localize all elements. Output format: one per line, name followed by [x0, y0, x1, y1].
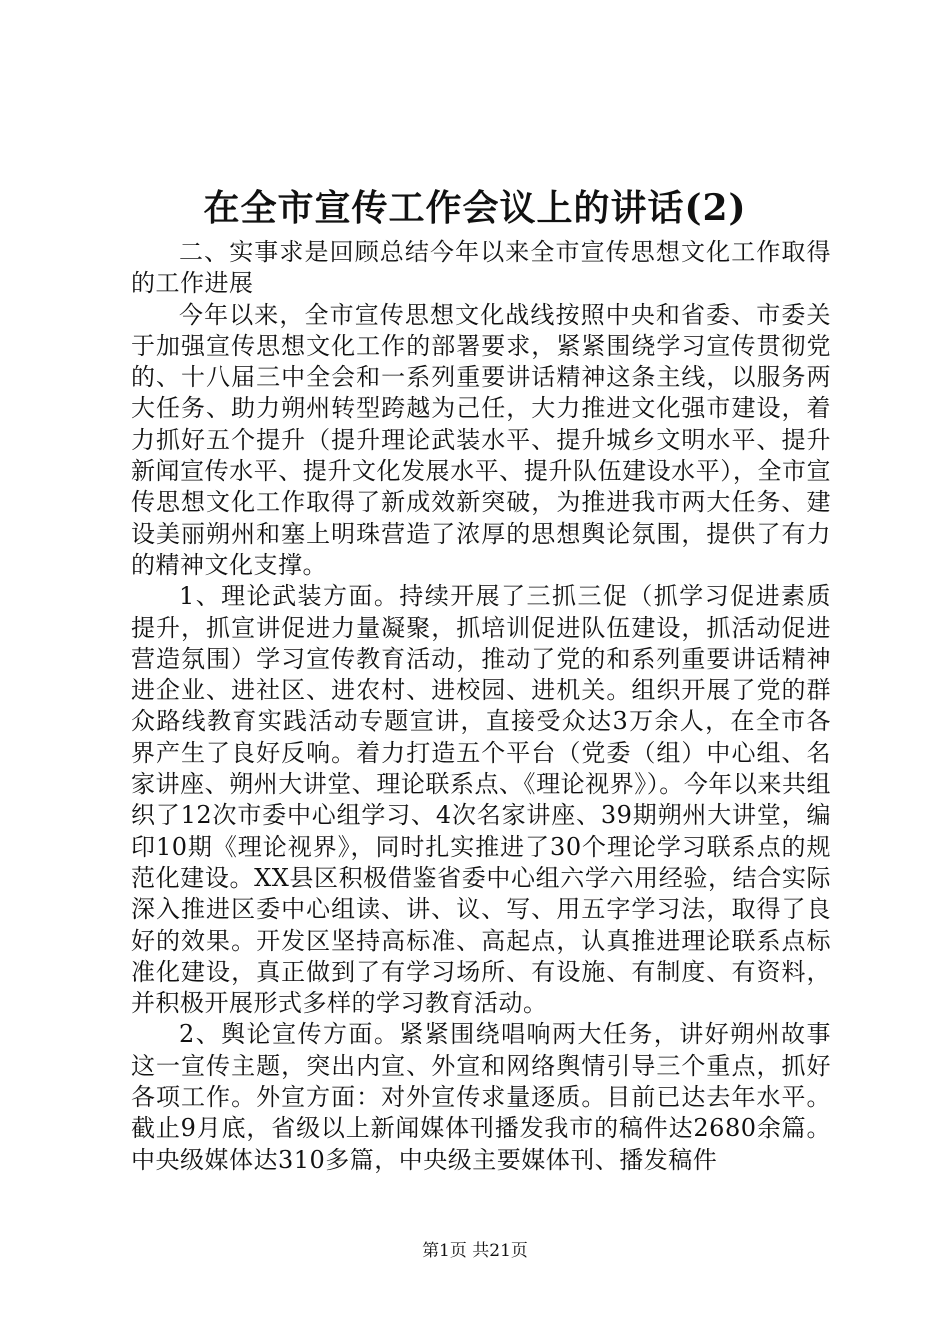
document-title: 在全市宣传工作会议上的讲话(2) [203, 187, 747, 229]
document-body [131, 237, 831, 1176]
page-footer: 第1页 共21页 [422, 1241, 528, 1261]
publicity-paragraph: 2、舆论宣传方面。紧紧围绕唱响两大任务，讲好朔州故事这一宣传主题，突出内宣、外宣和网络舆情引导三个重点，抓好各项工作。外宣方面：对外宣传求量逐质。目前已达去年水平。截止9月底，省级以上新闻媒体刊播发我市的稿件达2680余篇。中央级媒体达310多篇，中央级主要媒体刊、播发稿件 [131, 1020, 831, 1174]
theory-paragraph: 1、理论武装方面。持续开展了三抓三促（抓学习促进素质提升，抓宣讲促进力量凝聚，抓培训促进队伍建设，抓活动促进营造氛围）学习宣传教育活动，推动了党的和系列重要讲话精神进企业、进社区、进农村、进校园、进机关。组织开展了党的群众路线教育实践活动专题宣讲，直接受众达3万余人，在全市各界产生了良好反响。着力打造五个平台（党委（组）中心组、名家讲座、朔州大讲堂、理论联系点、《理论视界》）。今年以来共组织了12次市委中心组学习、4次名家讲座、39期朔州大讲堂，编印10期《理论视界》，同时扎实推进了30个理论学习联系点的规范化建设。XX县区积极借鉴省委中心组六学六用经验，结合实际深入推进区委中心组读、讲、议、写、用五字学习法，取得了良好的效果。开发区坚持高标准、高起点，认真推进理论联系点标准化建设，真正做到了有学习场所、有设施、有制度、有资料，并积极开展形式多样的学习教育活动。 [131, 582, 831, 1018]
overview-paragraph: 今年以来，全市宣传思想文化战线按照中央和省委、市委关于加强宣传思想文化工作的部署要求，紧紧围绕学习宣传贯彻党的、十八届三中全会和一系列重要讲话精神这条主线，以服务两大任务、助力朔州转型跨越为己任，大力推进文化强市建设，着力抓好五个提升（提升理论武装水平、提升城乡文明水平、提升新闻宣传水平、提升文化发展水平、提升队伍建设水平），全市宣传思想文化工作取得了新成效新突破，为推进我市两大任务、建设美丽朔州和塞上明珠营造了浓厚的思想舆论氛围，提供了有力的精神文化支撑。 [131, 300, 831, 579]
section-heading-paragraph: 二、实事求是回顾总结今年以来全市宣传思想文化工作取得的工作进展 [131, 238, 831, 298]
